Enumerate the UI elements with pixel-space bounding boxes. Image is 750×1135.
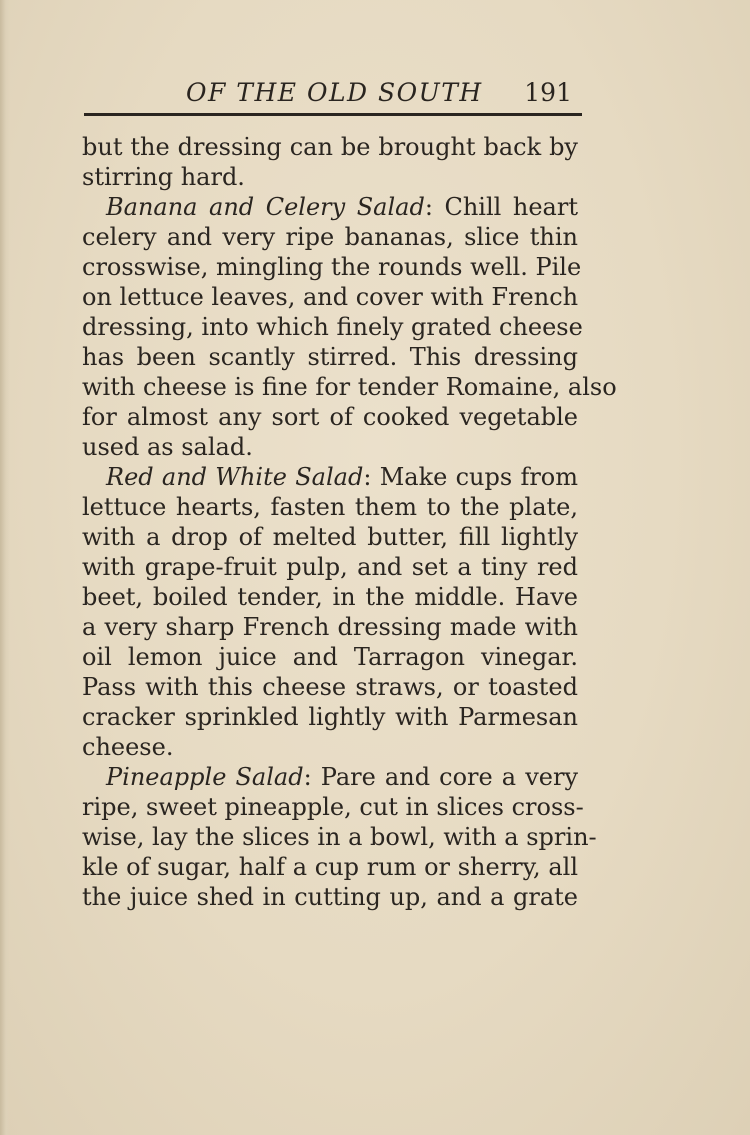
recipe-title-colon: : — [363, 463, 372, 491]
recipe-title-pineapple: Pineapple Salad — [106, 763, 304, 791]
text-line: but the dressing can be brought back by — [82, 133, 578, 161]
recipe-text-start: Chill heart — [432, 193, 578, 221]
text-line: kle of sugar, half a cup rum or sherry, all — [82, 853, 578, 881]
header-rule — [84, 113, 582, 116]
text-line: on lettuce leaves, and cover with French — [82, 283, 579, 311]
text-line: cheese. — [82, 733, 174, 761]
text-line: beet, boiled tender, in the middle. Have — [82, 583, 578, 611]
recipe-heading-line — [82, 462, 578, 492]
text-line: stirring hard. — [82, 163, 245, 191]
page-gutter-edge — [0, 0, 10, 1135]
text-line: wise, lay the slices in a bowl, with a sprin- — [82, 823, 597, 851]
text-line: oil lemon juice and Tarragon vinegar. — [82, 643, 578, 671]
recipe-title-colon: : — [303, 763, 312, 791]
body-text — [82, 132, 617, 912]
recipe-text-start: Make cups from — [371, 463, 578, 491]
text-line: the juice shed in cutting up, and a grate — [82, 883, 578, 911]
text-line: with a drop of melted butter, fill lightly — [82, 523, 578, 551]
text-line: lettuce hearts, fasten them to the plate, — [82, 493, 578, 521]
text-line: with cheese is fine for tender Romaine, also — [82, 373, 617, 401]
text-line: Pass with this cheese straws, or toasted — [82, 673, 578, 701]
text-line: for almost any sort of cooked vegetable — [82, 403, 578, 431]
page-number: 191 — [524, 78, 572, 107]
recipe-heading-line — [82, 762, 578, 792]
text-line: with grape-fruit pulp, and set a tiny red — [82, 553, 578, 581]
text-line: cracker sprinkled lightly with Parmesan — [82, 703, 578, 731]
recipe-title-red-white: Red and White Salad — [106, 463, 364, 491]
text-line: dressing, into which finely grated cheese — [82, 313, 583, 341]
text-line: a very sharp French dressing made with — [82, 613, 578, 641]
running-title: OF THE OLD SOUTH — [186, 78, 483, 107]
running-head — [84, 74, 582, 114]
recipe-title-colon: : — [424, 193, 433, 221]
recipe-title-banana-celery: Banana and Celery Salad — [106, 193, 425, 221]
text-line: has been scantly stirred. This dressing — [82, 343, 578, 371]
recipe-heading-line — [82, 192, 578, 222]
recipe-text-start: Pare and core a very — [311, 763, 579, 791]
text-line: ripe, sweet pineapple, cut in slices cross- — [82, 793, 584, 821]
text-line: used as salad. — [82, 433, 253, 461]
text-line: crosswise, mingling the rounds well. Pile — [82, 253, 582, 281]
text-line: celery and very ripe bananas, slice thin — [82, 223, 578, 251]
